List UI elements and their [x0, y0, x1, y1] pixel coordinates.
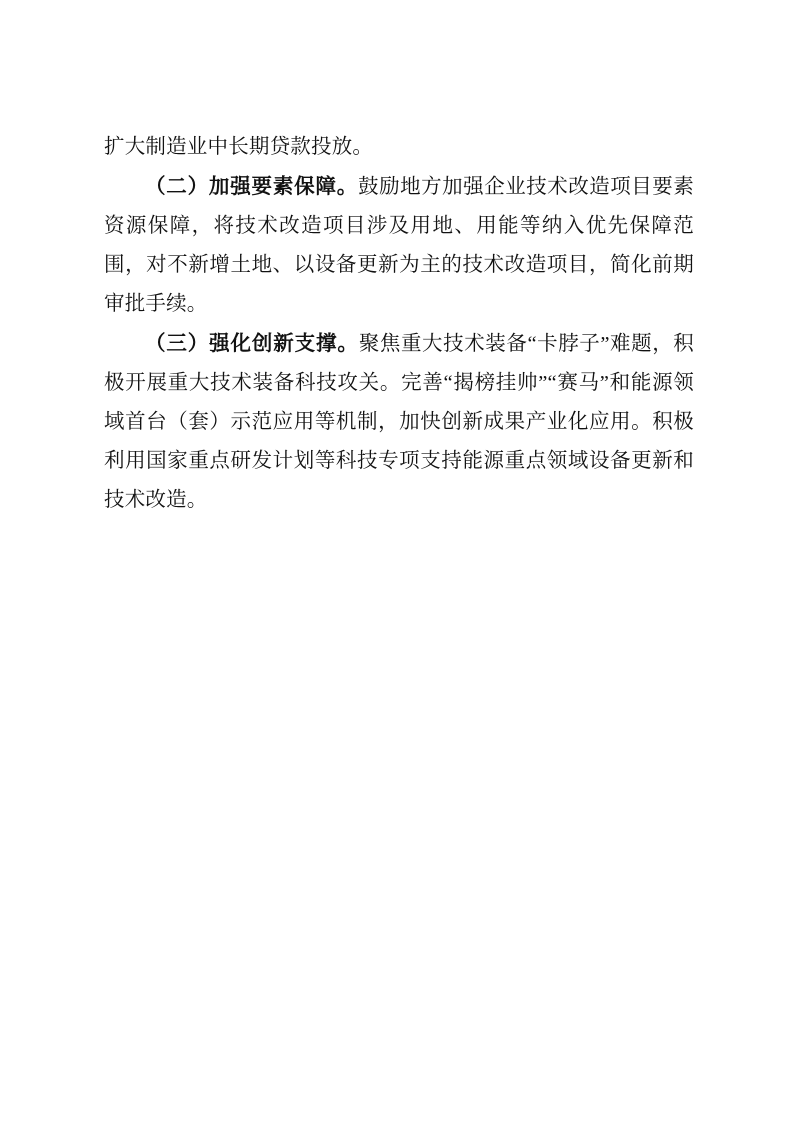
- paragraph-text: 聚焦重大技术装备“卡脖子”难题，积极开展重大技术装备科技攻关。完善“揭榜挂帅”“赛马”和能源领域首台（套）示范应用等机制，加快创新成果产业化应用。积极利用国家重点研发计划等科技专项支持能源重点领域设备更新和技术改造。: [104, 333, 694, 511]
- paragraph-section-two: [104, 167, 694, 324]
- document-body: [104, 128, 694, 520]
- paragraph-text: 扩大制造业中长期贷款投放。: [104, 136, 374, 158]
- paragraph-lead: （三）强化创新支撑。: [145, 331, 359, 355]
- paragraph-continued: [104, 128, 694, 167]
- paragraph-text: 鼓励地方加强企业技术改造项目要素资源保障，将技术改造项目涉及用地、用能等纳入优先保障范围，对不新增土地、以设备更新为主的技术改造项目，简化前期审批手续。: [104, 176, 695, 315]
- paragraph-lead: （二）加强要素保障。: [145, 174, 359, 198]
- paragraph-section-three: [104, 324, 694, 520]
